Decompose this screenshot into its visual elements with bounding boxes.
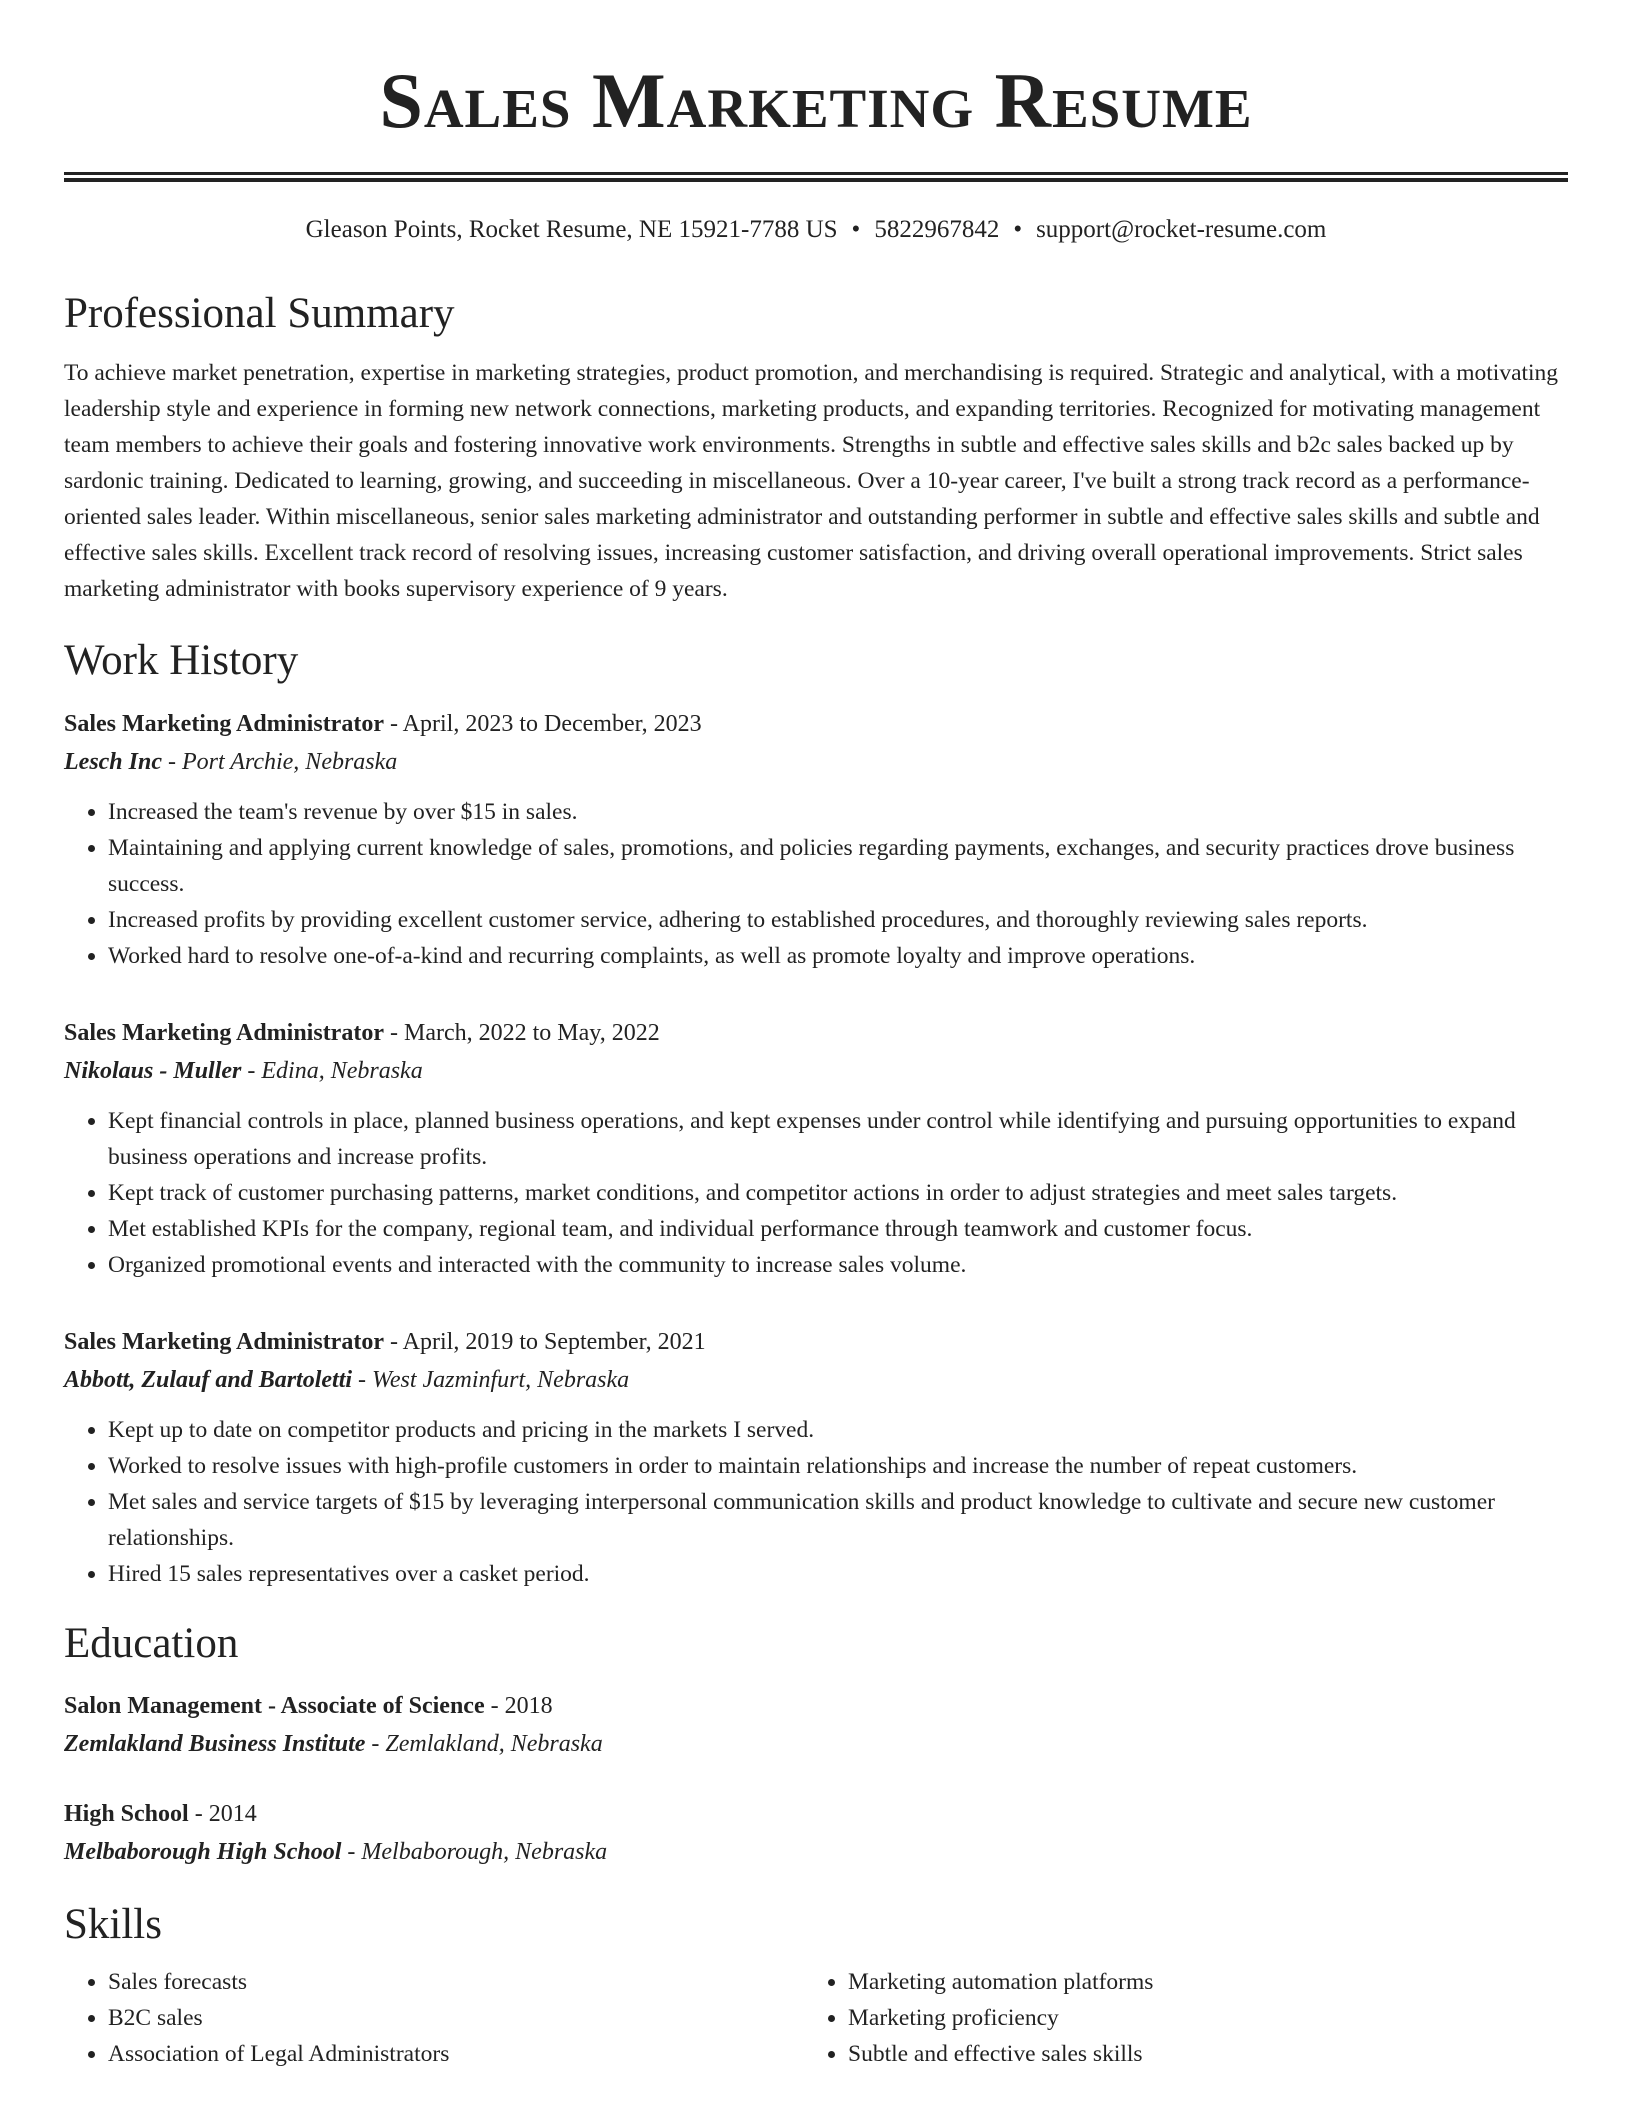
education-degree-line [64,1687,1568,1725]
job-role: Sales Marketing Administrator [64,1019,384,1046]
job-bullet: • Met sales and service targets of $15 by leveraging interpersonal communication skills and product knowledge to cultivate and secure new customer relationships. [108,1484,1568,1556]
job-company: Abbott, Zulauf and Bartoletti [64,1366,353,1393]
job-entry [64,1014,1568,1283]
education-entry [64,1687,1568,1763]
job-title-line [64,705,1568,743]
job-title-line [64,1323,1568,1361]
education-school-line [64,1725,1568,1763]
job-bullets [64,1103,1568,1283]
education-school: Melbaborough High School [64,1838,342,1865]
job-entry [64,1323,1568,1592]
job-company-line [64,1361,1568,1399]
job-location: - West Jazminfurt, Nebraska [352,1366,630,1393]
job-bullet: • Hired 15 sales representatives over a casket period. [108,1556,1568,1592]
job-dates: - March, 2022 to May, 2022 [383,1019,660,1046]
job-location: - Port Archie, Nebraska [162,748,398,775]
skills-column-right [804,1964,1544,2072]
education-year: - 2014 [188,1800,257,1827]
job-role: Sales Marketing Administrator [64,710,384,737]
job-company: Lesch Inc [64,748,162,775]
skills-column-left [64,1964,804,2072]
skill-item: • Marketing automation platforms [848,1964,1544,2000]
job-bullet: • Maintaining and applying current knowledge of sales, promotions, and policies regarding payments, exchanges, and security practices drove business success. [108,830,1568,902]
job-dates: - April, 2023 to December, 2023 [383,710,702,737]
contact-address: Gleason Points, Rocket Resume, NE 15921-7788 US [305,216,838,243]
job-bullet: • Kept track of customer purchasing patterns, market conditions, and competitor actions in order to adjust strategies and meet sales targets. [108,1175,1568,1211]
contact-phone: 5822967842 [874,216,1000,243]
section-heading-education: Education [64,1619,239,1667]
job-company: Nikolaus - Muller [64,1057,242,1084]
job-company-line [64,1052,1568,1090]
job-bullet: • Increased the team's revenue by over $15 in sales. [108,794,1568,830]
skill-item: • Sales forecasts [108,1964,804,2000]
contact-separator: • [1013,216,1023,243]
education-degree: High School [64,1800,189,1827]
contact-email: support@rocket-resume.com [1036,216,1327,243]
job-location: - Edina, Nebraska [241,1057,423,1084]
education-degree: Salon Management - Associate of Science [64,1692,485,1719]
job-bullets [64,794,1568,974]
job-bullet: • Increased profits by providing excellent customer service, adhering to established procedures, and thoroughly reviewing sales reports. [108,902,1568,938]
job-dates: - April, 2019 to September, 2021 [383,1328,706,1355]
job-bullet: • Kept up to date on competitor products and pricing in the markets I served. [108,1412,1568,1448]
summary-text: To achieve market penetration, expertise in marketing strategies, product promotion, and merchandising is required. Strategic and analytical, with a motivating leadership style and experience in forming new network connections, marketing products, and expanding territories. Recognized for motivating management team members to achieve their goals and fostering innovative work environments. Strengths in subtle and effective sales skills and b2c sales backed up by sardonic training. Dedicated to learning, growing, and succeeding in miscellaneous. Over a 10-year career, I've built a strong track record as a performance-oriented sales leader. Within miscellaneous, senior sales marketing administrator and outstanding performer in subtle and effective sales skills and subtle and effective sales skills. Excellent track record of resolving issues, increasing customer satisfaction, and driving overall operational improvements. Strict sales marketing administrator with books supervisory experience of 9 years. [64,360,1559,603]
education-location: - Zemlakland, Nebraska [365,1730,603,1757]
section-heading-work-history: Work History [64,637,299,685]
education-year: - 2018 [484,1692,553,1719]
contact-line [64,216,1568,244]
job-bullet: • Met established KPIs for the company, regional team, and individual performance through teamwork and customer focus. [108,1211,1568,1247]
title-divider [64,172,1568,182]
section-heading-summary: Professional Summary [64,290,455,337]
education-school-line [64,1833,1568,1871]
job-role: Sales Marketing Administrator [64,1328,384,1355]
job-bullet: • Worked to resolve issues with high-profile customers in order to maintain relationships and increase the number of repeat customers. [108,1448,1568,1484]
skill-item: • Marketing proficiency [848,2000,1544,2036]
job-bullet: • Worked hard to resolve one-of-a-kind and recurring complaints, as well as promote loyalty and improve operations. [108,938,1568,974]
job-bullet: • Organized promotional events and interacted with the community to increase sales volume. [108,1247,1568,1283]
job-company-line [64,743,1568,781]
education-school: Zemlakland Business Institute [64,1730,366,1757]
job-entry [64,705,1568,974]
contact-separator: • [851,216,861,243]
resume-title: Sales Marketing Resume [379,57,1253,144]
skill-item: • B2C sales [108,2000,804,2036]
education-degree-line [64,1795,1568,1833]
job-bullets [64,1412,1568,1592]
section-heading-skills: Skills [64,1900,162,1948]
skill-item: • Subtle and effective sales skills [848,2036,1544,2072]
skills-list [64,1964,1568,2072]
job-bullet: • Kept financial controls in place, planned business operations, and kept expenses under control while identifying and pursuing opportunities to expand business operations and increase profits. [108,1103,1568,1175]
job-title-line [64,1014,1568,1052]
education-location: - Melbaborough, Nebraska [341,1838,608,1865]
skill-item: • Association of Legal Administrators [108,2036,804,2072]
education-entry [64,1795,1568,1871]
